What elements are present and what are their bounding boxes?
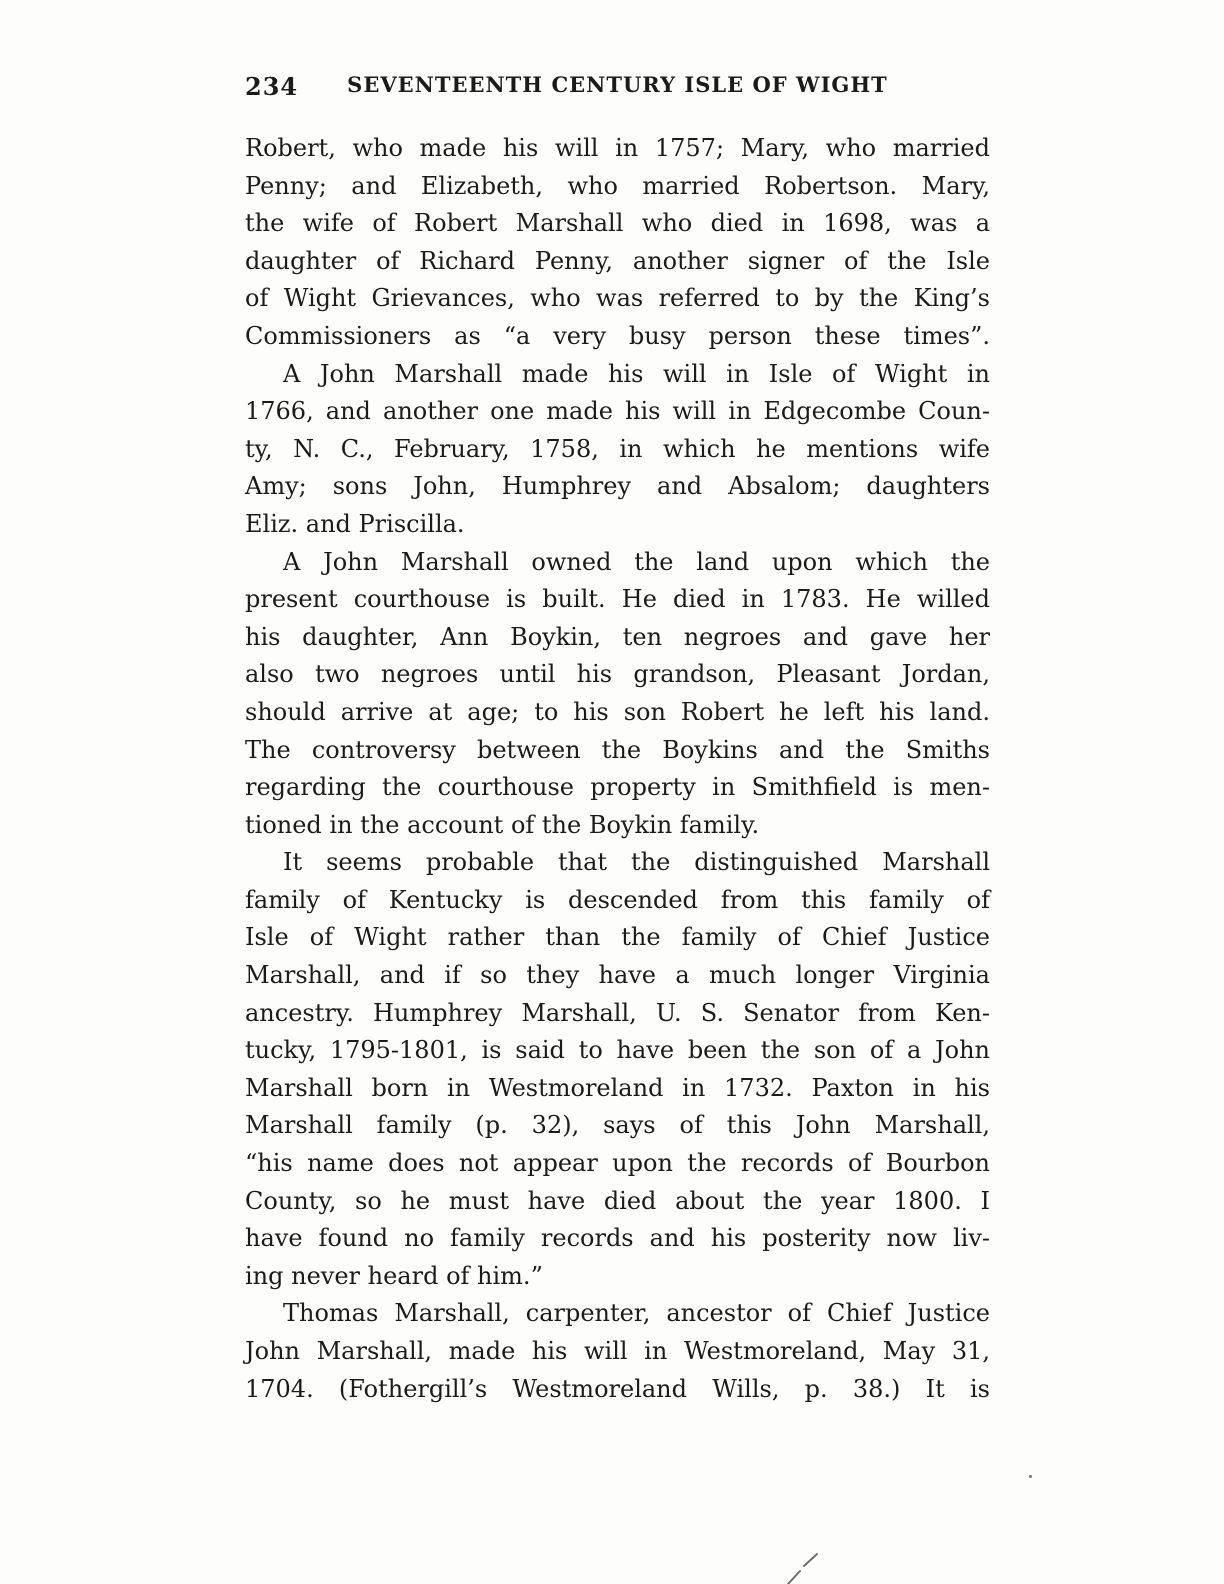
paragraph (245, 844, 990, 1295)
paragraph (245, 130, 990, 356)
text-line: ancestry. Humphrey Marshall, U. S. Senator from Ken- (245, 998, 990, 1027)
text-line: Amy; sons John, Humphrey and Absalom; daughters (245, 472, 990, 501)
text-line: County, so he must have died about the year 1800. I (245, 1186, 990, 1215)
running-header (245, 70, 990, 104)
text-line: Marshall family (p. 32), says of this John Marshall, (245, 1111, 990, 1140)
text-line: Marshall born in Westmoreland in 1732. Paxton in his (245, 1073, 990, 1102)
text-line: also two negroes until his grandson, Pleasant Jordan, (245, 660, 990, 689)
text-line: the wife of Robert Marshall who died in 1698, was a (245, 209, 990, 238)
text-line: tioned in the account of the Boykin family. (245, 810, 760, 839)
text-line: have found no family records and his posterity now liv- (245, 1224, 990, 1253)
text-line: It seems probable that the distinguished Marshall (283, 848, 990, 877)
text-line: 1766, and another one made his will in Edgecombe Coun- (245, 397, 990, 426)
text-line: Robert, who made his will in 1757; Mary, who married (245, 134, 990, 162)
text-line: should arrive at age; to his son Robert he left his land. (245, 697, 990, 726)
page-number: 234 (245, 72, 299, 101)
text-line: A John Marshall made his will in Isle of Wight in (283, 359, 990, 388)
text-line: The controversy between the Boykins and the Smiths (245, 735, 990, 764)
text-line: tucky, 1795-1801, is said to have been the son of a John (245, 1036, 990, 1065)
paragraph (245, 1295, 990, 1408)
text-line: of Wight Grievances, who was referred to by the King’s (245, 284, 990, 313)
text-line: present courthouse is built. He died in 1783. He willed (245, 585, 990, 614)
scan-speck-mark (1029, 1475, 1032, 1478)
text-line: family of Kentucky is descended from this family of (245, 885, 990, 914)
scan-stroke-mark (780, 1546, 824, 1584)
text-line: daughter of Richard Penny, another signer of the Isle (245, 246, 990, 275)
text-line: Thomas Marshall, carpenter, ancestor of Chief Justice (283, 1299, 990, 1328)
paragraph (245, 544, 990, 845)
text-line: ty, N. C., February, 1758, in which he mentions wife (245, 434, 990, 463)
header-title: SEVENTEENTH CENTURY ISLE OF WIGHT (347, 72, 888, 97)
paragraph (245, 356, 990, 544)
text-line: regarding the courthouse property in Smithfield is men- (245, 773, 990, 802)
text-line: ing never heard of him.” (245, 1261, 543, 1290)
text-line: John Marshall, made his will in Westmoreland, May 31, (245, 1337, 990, 1365)
text-line: Marshall, and if so they have a much longer Virginia (245, 961, 990, 990)
text-line: 1704. (Fothergill’s Westmoreland Wills, p. 38.) It is (245, 1374, 990, 1403)
text-line: Commissioners as “a very busy person these times”. (245, 321, 990, 350)
text-line: Eliz. and Priscilla. (245, 509, 465, 538)
text-line: Penny; and Elizabeth, who married Robertson. Mary, (245, 171, 990, 200)
text-line: Isle of Wight rather than the family of Chief Justice (245, 923, 990, 952)
text-line: “his name does not appear upon the records of Bourbon (245, 1149, 990, 1178)
page-body (245, 130, 990, 1408)
text-line: A John Marshall owned the land upon which the (283, 547, 990, 576)
text-line: his daughter, Ann Boykin, ten negroes and gave her (245, 622, 990, 651)
